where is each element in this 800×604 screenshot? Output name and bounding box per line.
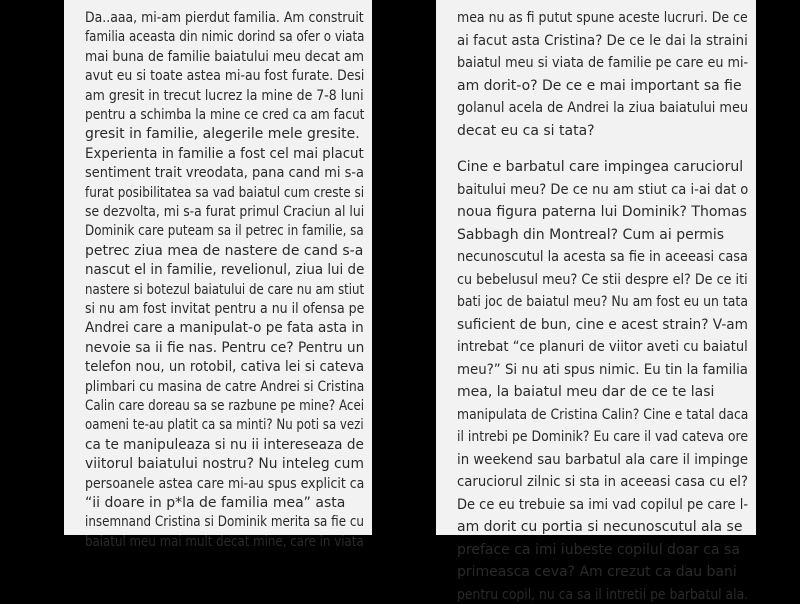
text-line: furat posibilitatea sa vad baiatul cum creste si xyxy=(85,184,365,201)
text-line: golanul acela de Andrei la ziua baiatului meu xyxy=(457,100,749,116)
text-line: Dominik care puteam sa il petrec in familie, sa xyxy=(85,223,364,240)
text-line: Experienta in familie a fost cel mai placut xyxy=(85,145,364,162)
text-line: nastere si botezul baiatului de care nu am stiut xyxy=(85,281,365,298)
text-line: si nu am fost invitat pentru a nu il ofensa pe xyxy=(85,301,365,317)
text-line: pentru copil, nu ca sa il intretii pe barbatul ala. xyxy=(457,586,749,603)
text-line: nevoie sa ii fie nas. Pentru ce? Pentru un xyxy=(85,339,365,356)
text-line: preface ca imi iubeste copilul doar ca sa xyxy=(457,541,740,558)
text-line: persoanele astea care mi-au spus explicit ca xyxy=(85,475,365,492)
text-line: am gresit in trecut lucrez la mine de 7-8 luni xyxy=(85,87,364,104)
text-line: Da..aaa, mi-am pierdut familia. Am construit xyxy=(85,10,364,26)
text-line: primeasca ceva? Am crezut ca dau bani xyxy=(457,564,737,580)
text-line: am dorit-o? De ce e mai important sa fie xyxy=(457,77,742,94)
text-line: in weekend sau barbatul ala care il impinge xyxy=(457,451,749,468)
text-line: avut eu si toate astea mi-au fost furate. Desi xyxy=(85,68,365,85)
text-line: decat eu ca si tata? xyxy=(457,122,595,139)
text-line: viitorul baiatului nostru? Nu inteleg cum xyxy=(85,456,364,473)
text-line: insemnand Cristina si Dominik merita sa fie cu xyxy=(85,514,364,531)
text-line: baiatul meu si viata de familie pe care eu mi- xyxy=(457,55,749,71)
text-line: noua figura paterna lui Dominik? Thomas xyxy=(457,204,747,220)
text-line: ai facut asta Cristina? De ce le dai la straini xyxy=(457,32,748,49)
text-line: pentru a schimba la mine ce cred ca am facut xyxy=(85,107,365,123)
text-line: plimbari cu masina de catre Andrei si Cristina xyxy=(85,378,365,395)
text-line: Sabbagh din Montreal? Cum ai permis xyxy=(457,226,725,243)
text-line: telefon nou, un rotobil, cativa lei si cateva xyxy=(85,359,365,376)
left-text-panel xyxy=(64,0,372,550)
text-line: cu bebelusul meu? Ce stii despre el? De ce iti xyxy=(457,271,748,288)
text-line: “ii doare in p*la de familia mea” asta xyxy=(85,495,346,511)
text-line: nascut el in familie, revelionul, ziua lui de xyxy=(85,262,365,279)
text-line: meu?” Si nu ati spus nimic. Eu tin la familia xyxy=(457,361,748,378)
text-line: mai buna de familie baiatului meu decat am xyxy=(85,48,364,65)
text-line: baiatul meu mai mult decat mine, care in viata xyxy=(85,533,364,550)
right-text-panel xyxy=(436,0,756,603)
text-line: De ce eu trebuie sa imi vad copilul pe care l- xyxy=(457,496,749,513)
text-line: suficient de bun, cine e acest strain? V-am xyxy=(457,316,748,333)
text-line: oameni te-au platit ca sa minti? Nu poti sa vezi xyxy=(85,417,364,434)
text-line: caruciorul zilnic si sta in aceeasi casa cu el? xyxy=(457,474,748,490)
text-line: intrebat “ce planuri de viitor aveti cu baiatul xyxy=(457,339,748,355)
text-line: il intrebi pe Dominik? Eu care il vad cateva ore xyxy=(457,429,749,445)
text-line: gresit in familie, alegerile mele gresite. xyxy=(85,126,360,143)
text-line: am dorit cu portia si necunoscutul ala se xyxy=(457,519,743,535)
text-line: Calin care doreau sa se razbune pe mine? Acei xyxy=(85,398,365,414)
text-line: mea, la baiatul meu dar de ce te lasi xyxy=(457,384,715,400)
text-line: petrec ziua mea de nastere de cand s-a xyxy=(85,242,364,259)
text-line: necunoscutul la acesta sa fie in aceeasi casa xyxy=(457,249,748,265)
text-line: sentiment trait vreodata, pana cand mi s-a xyxy=(85,165,364,182)
text-line: familia aceasta din nimic dorind sa ofer o viata xyxy=(85,29,365,46)
text-line: se dezvolta, mi s-a furat primul Craciun al lui xyxy=(85,204,365,220)
text-line: mea nu as fi putut spune aceste lucruri. De ce xyxy=(457,10,748,26)
text-line: Cine e barbatul care impingea caruciorul xyxy=(457,159,744,175)
text-line: Andrei care a manipulat-o pe fata asta in xyxy=(85,320,364,337)
text-line: bati joc de baiatul meu? Nu am fost eu un tata xyxy=(457,294,748,310)
text-line: manipulata de Cristina Calin? Cine e tatal daca xyxy=(457,406,749,423)
text-line: ca te manipuleaza si nu ii intereseaza de xyxy=(85,436,364,453)
text-line: baitului meu? De ce nu am stiut ca i-ai dat o xyxy=(457,181,749,198)
